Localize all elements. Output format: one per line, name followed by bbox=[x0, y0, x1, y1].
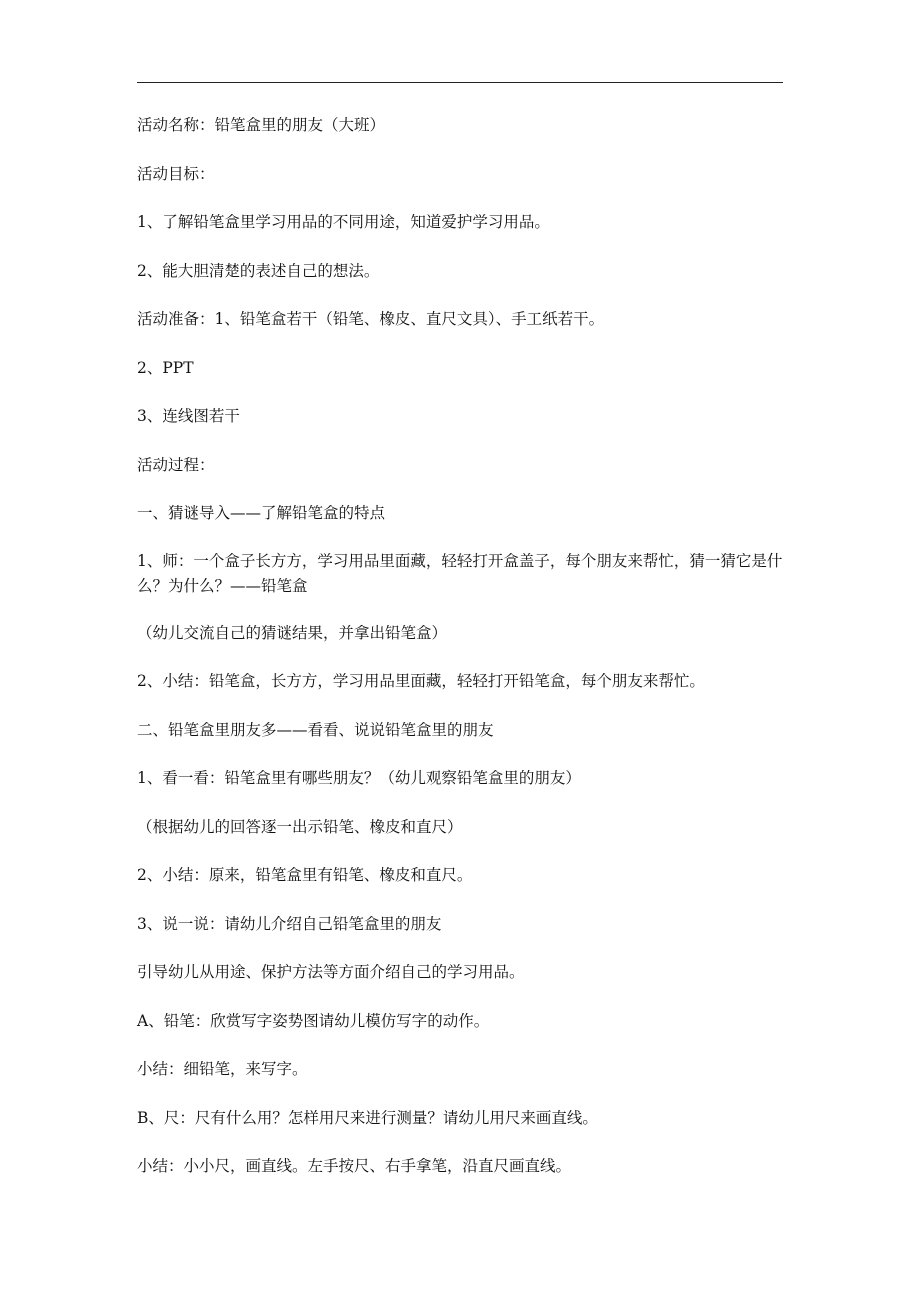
say-step: 3、说一说：请幼儿介绍自己铅笔盒里的朋友 bbox=[137, 914, 442, 933]
document-body bbox=[137, 112, 785, 1202]
ruler-summary: 小结：小小尺，画直线。左手按尺、右手拿笔，沿直尺画直线。 bbox=[137, 1157, 572, 1175]
section-2-heading: 二、铅笔盒里朋友多——看看、说说铅笔盒里的朋友 bbox=[137, 720, 494, 739]
guide-paragraph: 引导幼儿从用途、保护方法等方面介绍自己的学习用品。 bbox=[137, 963, 525, 981]
riddle-paragraph: 1、师：一个盒子长方方，学习用品里面藏，轻轻打开盒盖子，每个朋友来帮忙，猜一猜它是什么？为什么？——铅笔盒 bbox=[137, 551, 783, 595]
activity-goals-heading: 活动目标： bbox=[137, 164, 215, 183]
goal-item-2: 2、能大胆清楚的表述自己的想法。 bbox=[137, 261, 380, 280]
look-note: （根据幼儿的回答逐一出示铅笔、橡皮和直尺） bbox=[137, 817, 463, 836]
look-summary: 2、小结：原来，铅笔盒里有铅笔、橡皮和直尺。 bbox=[137, 866, 473, 884]
header-rule bbox=[137, 82, 783, 83]
pencil-item: A、铅笔：欣赏写字姿势图请幼儿模仿写字的动作。 bbox=[137, 1011, 490, 1030]
pencil-summary: 小结：细铅笔，来写字。 bbox=[137, 1060, 308, 1078]
section-1-heading: 一、猜谜导入——了解铅笔盒的特点 bbox=[137, 504, 386, 522]
activity-name: 活动名称：铅笔盒里的朋友（大班） bbox=[137, 116, 386, 134]
goal-item-1: 1、了解铅笔盒里学习用品的不同用途，知道爱护学习用品。 bbox=[137, 213, 550, 231]
riddle-note: （幼儿交流自己的猜谜结果，并拿出铅笔盒） bbox=[137, 623, 448, 642]
preparation-item-3: 3、连线图若干 bbox=[137, 407, 240, 425]
ruler-item: B、尺：尺有什么用？怎样用尺来进行测量？请幼儿用尺来画直线。 bbox=[137, 1108, 598, 1127]
preparation-item-1: 活动准备：1、铅笔盒若干（铅笔、橡皮、直尺文具）、手工纸若干。 bbox=[137, 310, 605, 328]
activity-process-heading: 活动过程： bbox=[137, 455, 215, 474]
preparation-item-2: 2、PPT bbox=[137, 358, 194, 377]
look-step: 1、看一看：铅笔盒里有哪些朋友？（幼儿观察铅笔盒里的朋友） bbox=[137, 769, 581, 787]
riddle-summary: 2、小结：铅笔盒，长方方，学习用品里面藏，轻轻打开铅笔盒，每个朋友来帮忙。 bbox=[137, 672, 705, 690]
